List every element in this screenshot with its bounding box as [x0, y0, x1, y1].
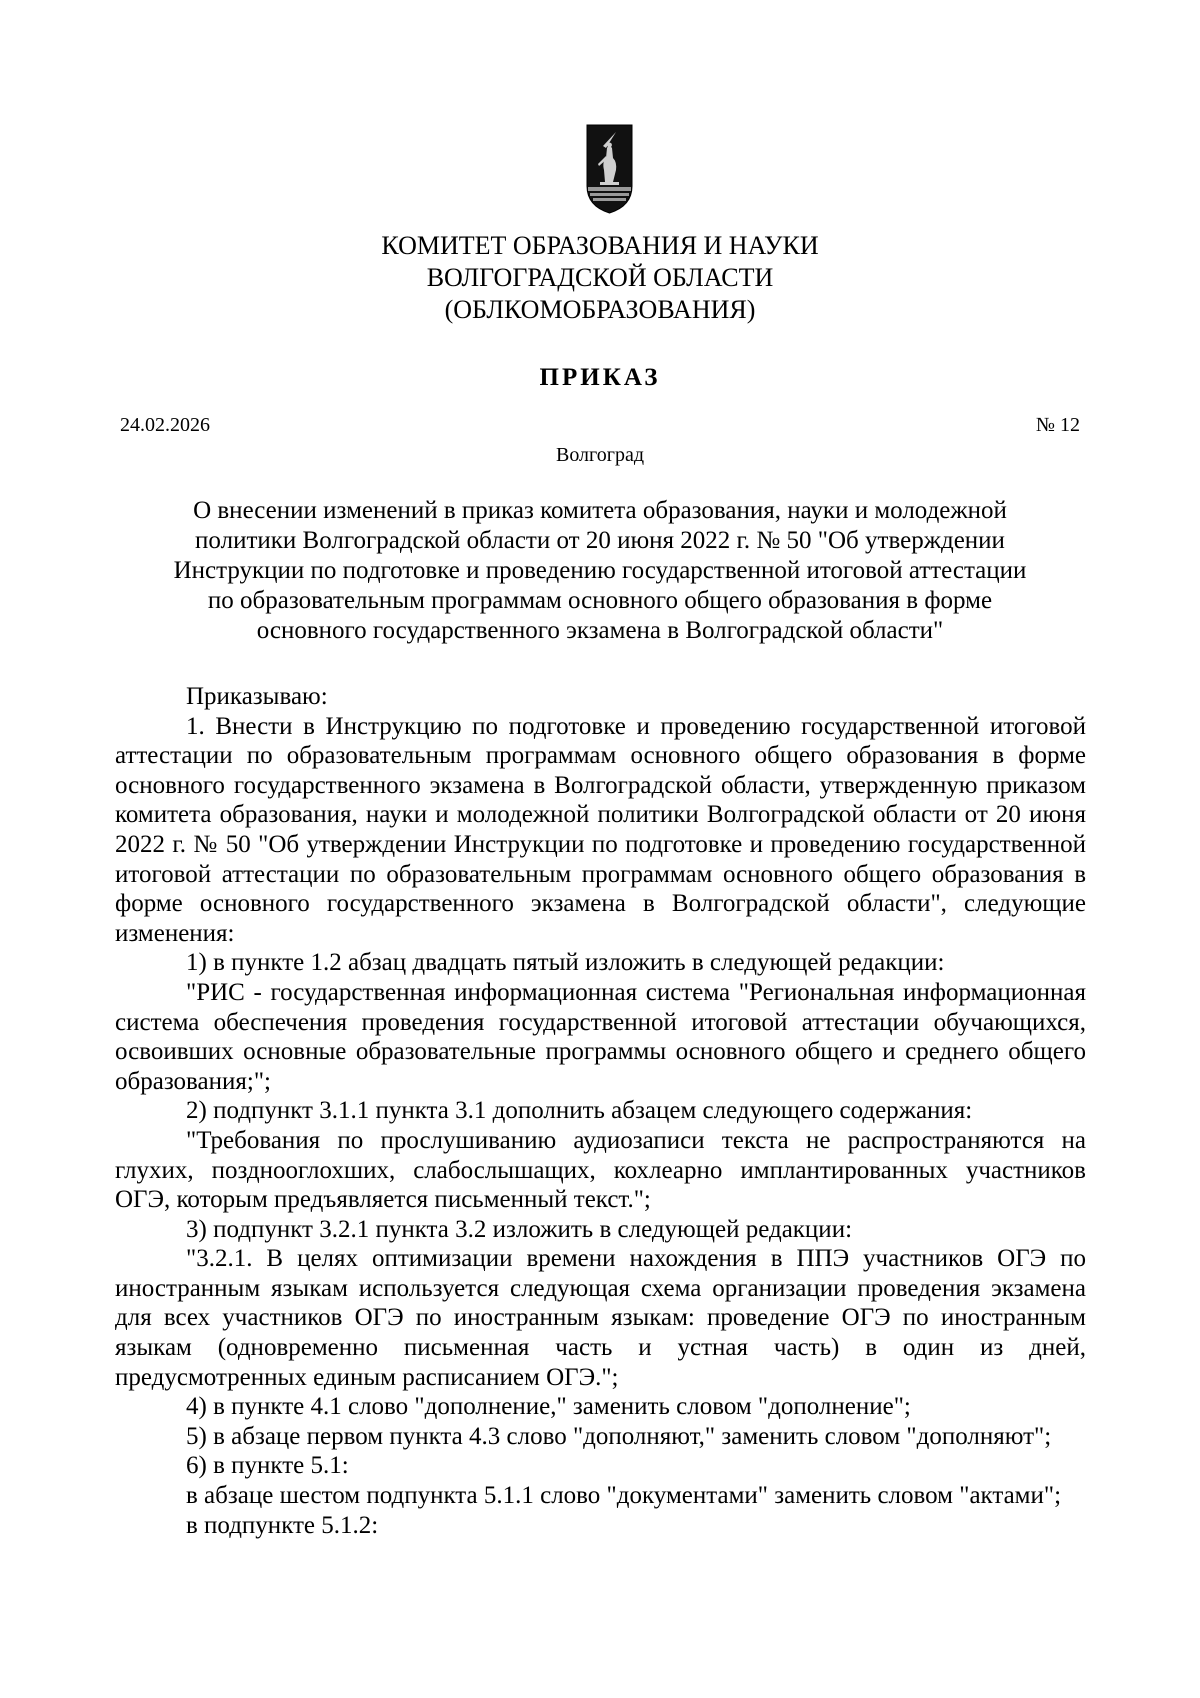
body-paragraph: "РИС - государственная информационная система "Региональная информационная система обеспечения проведения государственной итоговой аттестации обучающихся, освоивших основные образовательные программы основного общего и среднего общего образования;";: [115, 978, 1086, 1095]
organization-name: [0, 230, 1200, 326]
subject-line: политики Волгоградской области от 20 июня 2022 г. № 50 "Об утверждении: [195, 527, 1005, 554]
body-paragraph: "3.2.1. В целях оптимизации времени нахождения в ППЭ участников ОГЭ по иностранным языкам используется следующая схема организации проведения экзамена для всех участников ОГЭ по иностранным языкам: проведение ОГЭ по иностранным языкам (одновременно письменная часть и устная часть) в один из дней, предусмотренных единым расписанием ОГЭ.";: [115, 1245, 1086, 1391]
subject-line: О внесении изменений в приказ комитета образования, науки и молодежной: [193, 497, 1007, 524]
org-line: КОМИТЕТ ОБРАЗОВАНИЯ И НАУКИ: [381, 231, 819, 260]
subject-line: Инструкции по подготовке и проведению государственной итоговой аттестации: [173, 557, 1027, 584]
body-paragraph: 4) в пункте 4.1 слово "дополнение," заменить словом "дополнение";: [186, 1393, 911, 1421]
order-number: № 12: [1035, 414, 1080, 436]
order-subject: [0, 496, 1200, 646]
order-body: [115, 682, 1086, 1540]
body-paragraph: 2) подпункт 3.1.1 пункта 3.1 дополнить абзацем следующего содержания:: [186, 1097, 973, 1125]
body-paragraph: 6) в пункте 5.1:: [186, 1452, 349, 1480]
order-directive: Приказываю:: [186, 683, 328, 710]
org-line: ВОЛГОГРАДСКОЙ ОБЛАСТИ: [426, 263, 774, 292]
order-date: 24.02.2026: [120, 414, 210, 436]
order-city: Волгоград: [555, 444, 645, 466]
document-type: ПРИКАЗ: [539, 364, 661, 391]
body-paragraph: в подпункте 5.1.2:: [186, 1511, 379, 1539]
body-paragraph: 1) в пункте 1.2 абзац двадцать пятый изложить в следующей редакции:: [186, 949, 945, 977]
body-paragraph: "Требования по прослушиванию аудиозаписи текста не распространяются на глухих, позднооглохших, слабослышащих, кохлеарно имплантированных участников ОГЭ, которым предъявляется письменный текст.";: [115, 1126, 1086, 1214]
body-paragraph: 1. Внести в Инструкцию по подготовке и проведению государственной итоговой аттестации по образовательным программам основного общего образования в форме основного государственного экзамена в Волгоградской области, утвержденную приказом комитета образования, науки и молодежной политики Волгоградской области от 20 июня 2022 г. № 50 "Об утверждении Инструкции по подготовке и проведению государственной итоговой аттестации по образовательным программам основного общего образования в форме основного государственного экзамена в Волгоградской области", следующие изменения:: [115, 712, 1086, 947]
subject-line: по образовательным программам основного общего образования в форме: [207, 587, 993, 614]
volgograd-coat-of-arms-icon: [586, 124, 633, 214]
body-paragraph: 3) подпункт 3.2.1 пункта 3.2 изложить в следующей редакции:: [186, 1215, 853, 1243]
org-line: (ОБЛКОМОБРАЗОВАНИЯ): [444, 295, 756, 324]
body-paragraph: в абзаце шестом подпункта 5.1.1 слово "документами" заменить словом "актами";: [186, 1482, 1062, 1510]
subject-line: основного государственного экзамена в Волгоградской области": [256, 617, 944, 644]
body-paragraph: 5) в абзаце первом пункта 4.3 слово "дополняют," заменить словом "дополняют";: [186, 1422, 1052, 1450]
